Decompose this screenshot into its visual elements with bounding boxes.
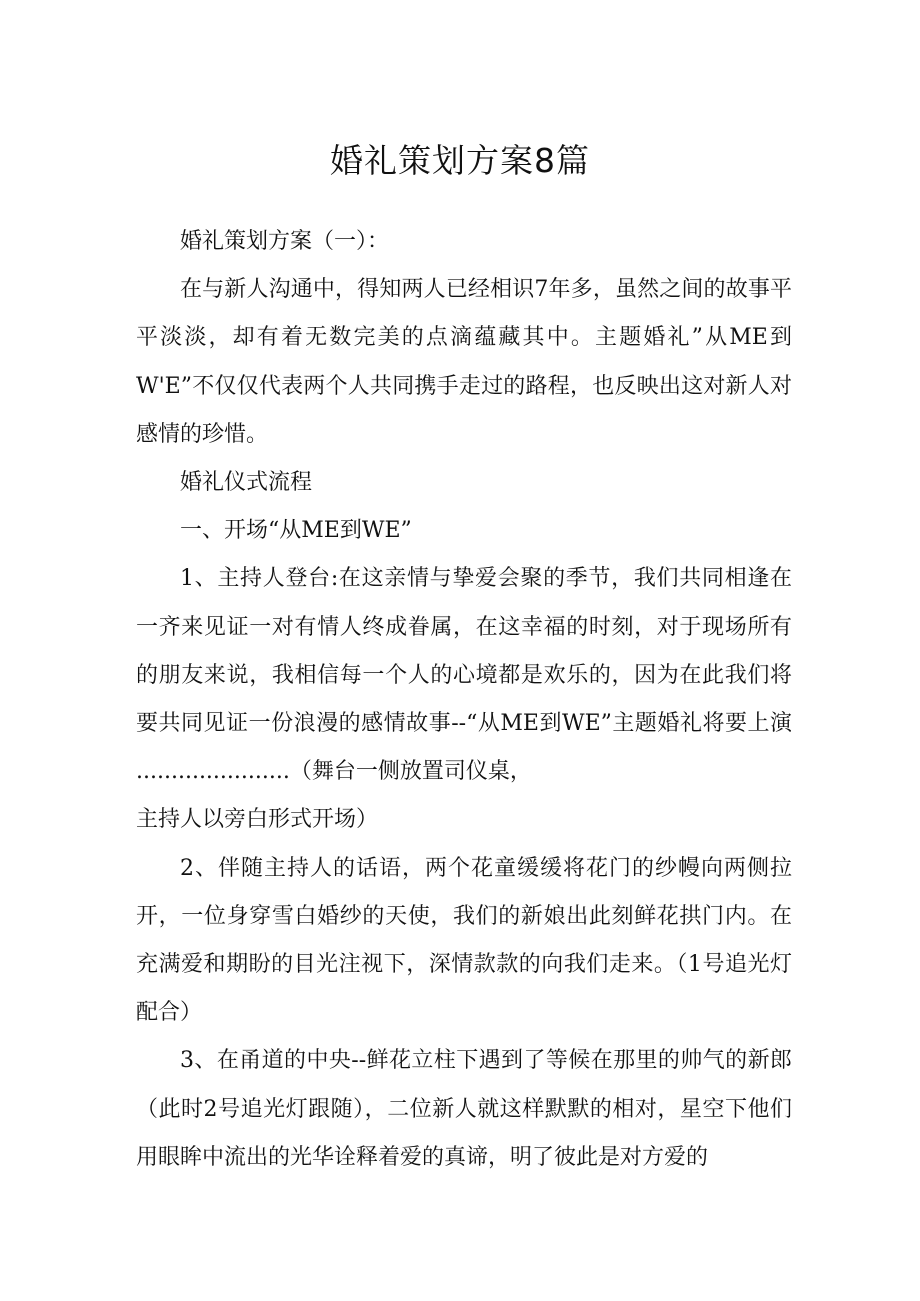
section-heading-plan-one: 婚礼策划方案（一）： (180, 229, 390, 254)
paragraph-step-1-continuation: 主持人以旁白形式开场） (136, 807, 379, 833)
section-heading-ceremony-flow: 婚礼仪式流程 (180, 470, 313, 496)
paragraph-step-3: 3、在甬道的中央--鲜花立柱下遇到了等候在那里的帅气的新郎（此时2号追光灯跟随），二位新人就这样默默的相对，星空下他们用眼眸中流出的光华诠释着爱的真谛，明了彼此是对方爱的 (136, 1048, 792, 1170)
document-title: 婚礼策划方案8篇 (330, 141, 590, 180)
section-heading-opening: 一、开场“从ME到WE” (180, 518, 412, 544)
paragraph-step-1: 1、主持人登台:在这亲情与挚爱会聚的季节，我们共同相逢在一齐来见证一对有情人终成眷属，在这幸福的时刻，对于现场所有的朋友来说，我相信每一个人的心境都是欢乐的，因为在此我们将要共同见证一份浪漫的感情故事--“从ME到WE”主题婚礼将要上演 ......................（舞台一侧放置司仪桌， (136, 566, 792, 785)
document-body (136, 218, 792, 1182)
paragraph-step-2: 2、伴随主持人的话语，两个花童缓缓将花门的纱幔向两侧拉开，一位身穿雪白婚纱的天使，我们的新娘出此刻鲜花拱门内。在充满爱和期盼的目光注视下，深情款款的向我们走来。（1号追光灯配合） (136, 855, 792, 1026)
paragraph-intro: 在与新人沟通中，得知两人已经相识7年多，虽然之间的故事平平淡淡，却有着无数完美的点滴蕴藏其中。主题婚礼”从ME到W'E”不仅仅代表两个人共同携手走过的路程，也反映出这对新人对感情的珍惜。 (136, 277, 792, 447)
